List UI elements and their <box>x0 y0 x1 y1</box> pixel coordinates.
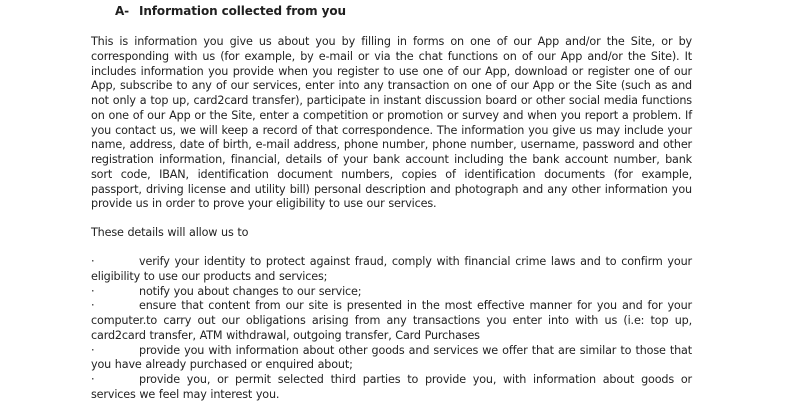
list-item-text: provide you, or permit selected third parties to provide you, with information about goods or services we feel may interest you. <box>91 373 692 401</box>
bullet-dot-icon: · <box>91 255 95 268</box>
list-item-text: provide you with information about other goods and services we offer that are similar to those that you have already purchased or enquired about; <box>91 343 692 372</box>
list-item <box>91 373 692 403</box>
bullet-dot-icon: · <box>91 343 95 357</box>
list-item <box>91 255 692 285</box>
bullet-dot-icon: · <box>91 284 95 298</box>
list-item-text: verify your identity to protect against fraud, comply with financial crime laws and to confirm your eligibility to use our products and services; <box>91 255 692 283</box>
bullet-dot-icon: · <box>91 373 95 386</box>
section-title: Information collected from you <box>139 4 346 18</box>
section-marker: A- <box>115 4 130 18</box>
list-item <box>91 285 692 300</box>
list-item-text: ensure that content from our site is presented in the most effective manner for you and for your computer.to carry out our obligations arising from any transactions you enter into with us (i.e: top up, card2card transfer, ATM withdrawal, outgoing transfer, Card Purchases <box>91 299 692 342</box>
purpose-list <box>91 255 692 403</box>
information-paragraph: This is information you give us about you by filling in forms on one of our App and/or the Site, or by corresponding with us (for example, by e-mail or via the chat functions on of our App and/or the Site). It includes information you provide when you register to use one of our App, download or register one of our App, subscribe to any of our services, enter into any transaction on one of our App or the Site (such as and not only a top up, card2card transfer), participate in instant discussion board or other social media functions on one of our App or the Site, enter a competition or promotion or survey and when you report a problem. If you contact us, we will keep a record of that correspondence. The information you give us may include your name, address, date of birth, e-mail address, phone number, phone number, username, password and other registration information, financial, details of your bank account including the bank account number, bank sort code, IBAN, identification document numbers, copies of identification documents (for example, passport, driving license and utility bill) personal description and photograph and any other information you provide us in order to prove your eligibility to use our services. <box>91 35 692 211</box>
list-item-text: notify you about changes to our service; <box>139 284 362 298</box>
bullet-dot-icon: · <box>91 299 95 313</box>
intro-line: These details will allow us to <box>91 226 249 239</box>
section-heading <box>115 4 346 18</box>
list-item <box>91 344 692 374</box>
list-item <box>91 299 692 343</box>
